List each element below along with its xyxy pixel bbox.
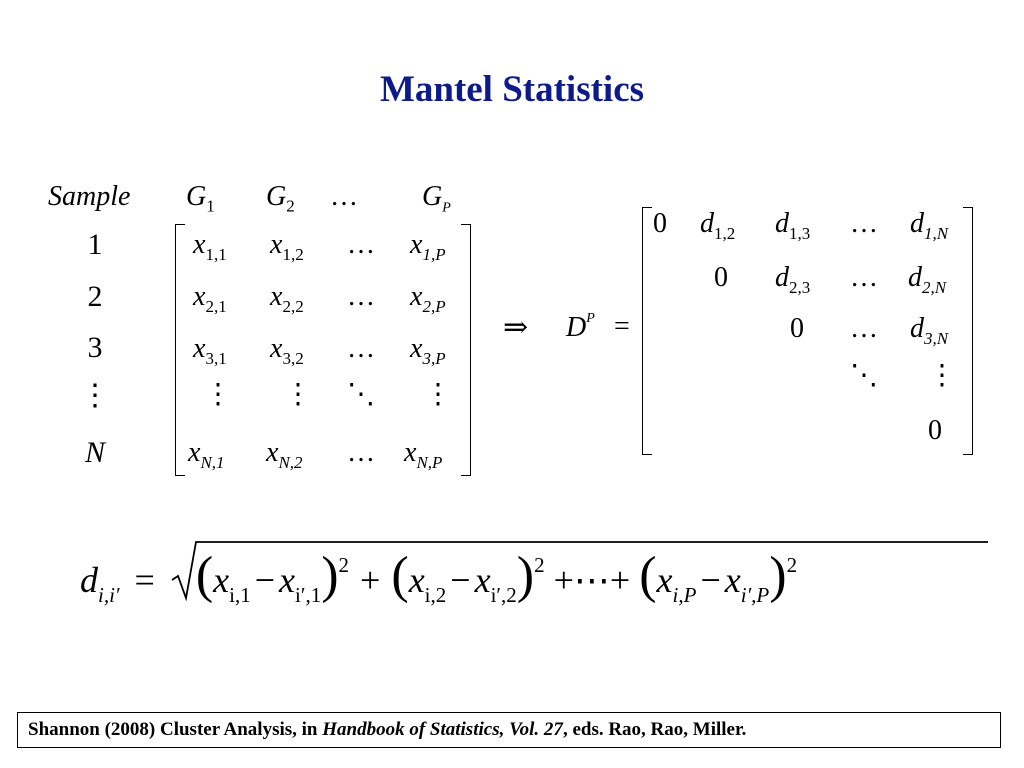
matrix-cell: … [850, 262, 878, 293]
matrix-cell: $x_{1,1}$ [193, 229, 227, 264]
matrix-cell: $x_{N,P}$ [404, 437, 443, 472]
formula-lhs: $d_{i,i'}$ [80, 560, 120, 607]
row-label: 2 [87, 280, 103, 313]
matrix-cell: $x_{2,2}$ [270, 281, 304, 316]
vertical-ellipsis: ⋮ [284, 379, 312, 410]
matrix-cell: … [347, 229, 375, 260]
matrix-cell: 0 [714, 262, 728, 293]
left-bracket [175, 224, 185, 476]
matrix-cell: … [850, 313, 878, 344]
matrix-cell: $x_{1,2}$ [270, 229, 304, 264]
matrix-cell: $x_{2,P}$ [410, 281, 446, 316]
col-head-gp: $G_P$ [422, 181, 451, 216]
row-label: ⋮ [80, 379, 110, 412]
vertical-ellipsis: ⋮ [928, 360, 956, 391]
row-label: 1 [87, 228, 103, 261]
dp-symbol: $D^P$ [566, 311, 595, 343]
matrix-cell: 0 [790, 313, 804, 344]
term-1: $(x_{i,1} - x_{i',1})^2$ [195, 547, 350, 607]
matrix-cell: $d_{1,N}$ [910, 208, 949, 243]
citation-text: Shannon (2008) Cluster Analysis, in [28, 719, 323, 740]
left-bracket [642, 207, 652, 455]
implies-arrow: ⇒ [503, 311, 529, 344]
matrix-cell: $x_{2,1}$ [193, 281, 227, 316]
matrix-cell: $x_{3,P}$ [410, 333, 446, 368]
equals-sign: = [614, 311, 630, 342]
matrix-cell: $x_{1,P}$ [410, 229, 446, 264]
matrix-cell: $d_{1,2}$ [700, 208, 736, 243]
vertical-ellipsis: ⋮ [424, 379, 452, 410]
row-label: 3 [87, 331, 103, 364]
plus-sign: + [553, 560, 574, 600]
midline-ellipsis: ⋯ [573, 560, 610, 600]
matrix-cell: $x_{3,2}$ [270, 333, 304, 368]
matrix-cell: … [347, 333, 375, 364]
formula-equals: = [134, 560, 155, 600]
col-head-ellipsis: … [330, 181, 358, 212]
matrix-cell: $d_{2,3}$ [775, 262, 811, 297]
matrix-cell: $d_{3,N}$ [910, 313, 949, 348]
row-label: N [84, 436, 105, 469]
vertical-ellipsis: ⋮ [204, 379, 232, 410]
diagonal-ellipsis: ⋱ [850, 360, 878, 391]
matrix-cell: $x_{N,1}$ [188, 437, 225, 472]
square-root [170, 546, 797, 608]
sample-label: Sample [48, 181, 131, 212]
plus-sign: + [360, 560, 381, 600]
matrix-cell: … [850, 208, 878, 239]
term-2: $(x_{i,2} - x_{i',2})^2$ [391, 547, 545, 607]
matrix-cell: $x_{3,1}$ [193, 333, 227, 368]
matrix-cell: 0 [928, 415, 942, 446]
col-head-g2: $G_2$ [266, 181, 295, 216]
matrix-cell: $x_{N,2}$ [266, 437, 303, 472]
diagonal-ellipsis: ⋱ [347, 379, 375, 410]
col-head-g1: $G_1$ [186, 181, 215, 216]
matrix-cell: $d_{1,3}$ [775, 208, 811, 243]
right-bracket [963, 207, 973, 455]
matrix-cell: … [347, 281, 375, 312]
matrix-cell: 0 [653, 208, 667, 239]
right-bracket [461, 224, 471, 476]
term-p: $(x_{i,P} - x_{i',P})^2$ [639, 547, 798, 607]
citation-book: Handbook of Statistics, Vol. 27 [322, 719, 563, 740]
matrix-cell: $d_{2,N}$ [908, 262, 947, 297]
citation-box [17, 712, 1001, 748]
citation-tail: , eds. Rao, Rao, Miller. [562, 719, 747, 740]
slide-title: Mantel Statistics [379, 69, 645, 110]
plus-sign: + [609, 560, 631, 600]
radical-sign [170, 540, 988, 607]
distance-formula [80, 546, 797, 608]
matrix-cell: … [347, 437, 375, 468]
